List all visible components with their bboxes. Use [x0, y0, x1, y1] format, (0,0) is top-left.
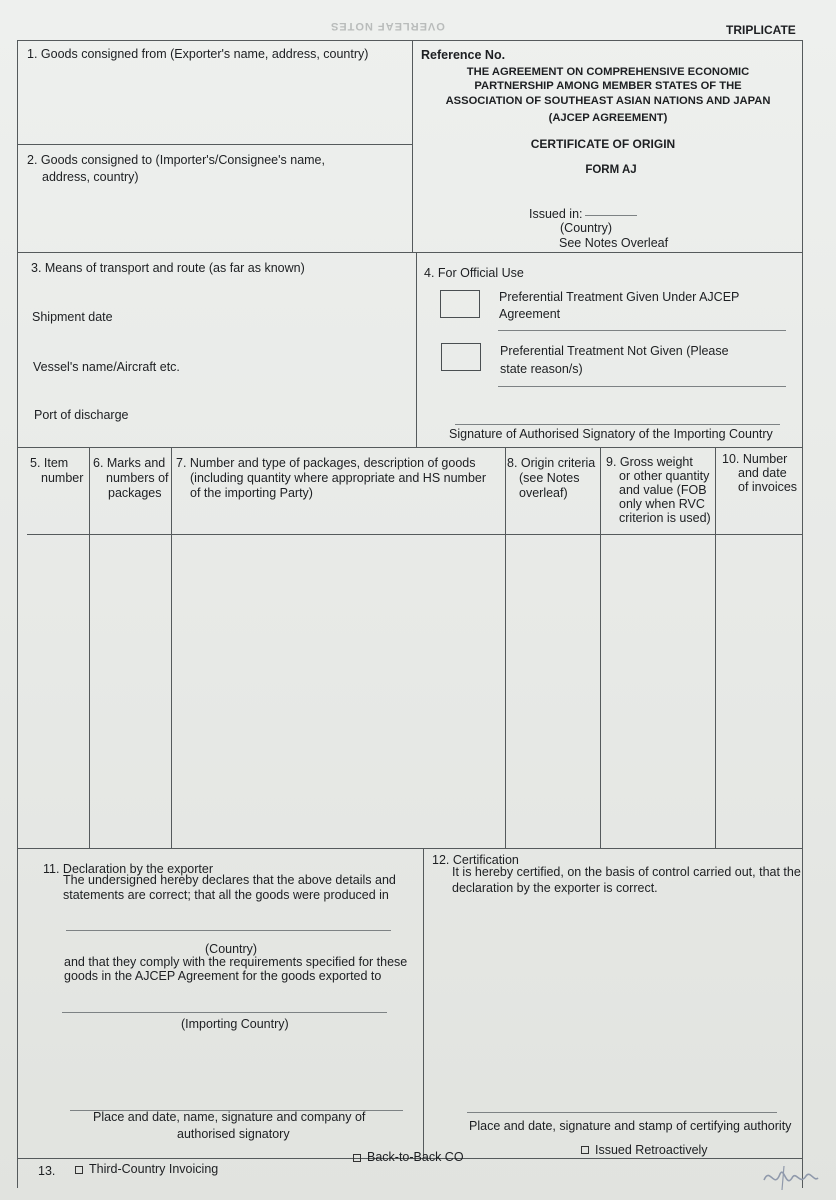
col5-line-2: number: [41, 471, 84, 485]
col-divider-5-6: [89, 447, 90, 848]
agreement-line-4: (AJCEP AGREEMENT): [548, 112, 668, 124]
see-notes-label: See Notes Overleaf: [559, 236, 669, 250]
col10-line-2: and date: [738, 466, 787, 480]
importing-signature-line: [455, 424, 780, 425]
third-country-checkbox[interactable]: [75, 1166, 83, 1174]
certifier-place-label: Place and date, signature and stamp of certifying authority: [469, 1119, 792, 1133]
box11-12-divider: [423, 848, 424, 1158]
column-header-bottom: [27, 534, 802, 535]
box12-label: 12. Certification: [432, 853, 519, 867]
certification-line-2: declaration by the exporter is correct.: [452, 881, 658, 895]
issued-country-label: (Country): [560, 221, 613, 235]
copy-label: TRIPLICATE: [726, 23, 796, 37]
treatment-given-checkbox[interactable]: [440, 290, 480, 318]
exporter-place-line-2: authorised signatory: [177, 1127, 290, 1141]
importing-country-label: (Importing Country): [181, 1017, 289, 1031]
col6-line-3: packages: [108, 486, 162, 500]
treatment-not-given-line-1: Preferential Treatment Not Given (Please: [500, 344, 729, 358]
reverse-side-text: OVERLEAF NOTES: [330, 20, 445, 32]
frame-top: [17, 40, 802, 41]
certification-line-1: It is hereby certified, on the basis of control carried out, that the: [452, 865, 801, 879]
handwritten-initials: [760, 1160, 820, 1200]
treatment-given-line-2: Agreement: [499, 307, 561, 321]
col9-line-1: 9. Gross weight: [606, 455, 693, 469]
comply-line-1: and that they comply with the requirements specified for these: [64, 955, 408, 969]
vessel-label: Vessel's name/Aircraft etc.: [33, 360, 180, 374]
treatment-not-given-line-2: state reason/s): [500, 362, 583, 376]
agreement-line-2: PARTNERSHIP AMONG MEMBER STATES OF THE: [474, 80, 742, 92]
treatment-not-given-checkbox[interactable]: [441, 343, 481, 371]
issued-retroactively-label: Issued Retroactively: [595, 1143, 708, 1157]
box1-bottom: [17, 144, 412, 145]
declaration-line-1: The undersigned hereby declares that the above details and: [63, 873, 396, 887]
col8-line-1: 8. Origin criteria: [507, 456, 596, 470]
frame-right: [802, 40, 803, 1188]
port-label: Port of discharge: [34, 408, 129, 422]
col9-line-5: criterion is used): [619, 511, 711, 525]
col-divider-9-10: [715, 447, 716, 848]
box3-bottom: [17, 447, 802, 448]
col8-line-3: overleaf): [519, 486, 568, 500]
option1-line: [498, 330, 786, 331]
certifier-signature-line: [467, 1112, 777, 1113]
col10-line-1: 10. Number: [722, 452, 788, 466]
col6-line-2: numbers of: [106, 471, 169, 485]
exporter-place-line-1: Place and date, name, signature and company of: [93, 1110, 366, 1124]
importing-country-line: [62, 1012, 387, 1013]
declaration-line-2: statements are correct; that all the goods were produced in: [63, 888, 389, 902]
col-divider-7-8: [505, 447, 506, 848]
produced-country-label: (Country): [205, 942, 258, 956]
box4-label: 4. For Official Use: [424, 266, 524, 280]
box3-label: 3. Means of transport and route (as far as known): [31, 261, 305, 275]
shipment-date-label: Shipment date: [32, 310, 113, 324]
upper-divider: [412, 40, 413, 252]
box2-bottom: [17, 252, 802, 253]
col5-line-1: 5. Item: [30, 456, 69, 470]
box11-label: 11. Declaration by the exporter: [43, 862, 214, 876]
issued-in-label: Issued in:: [529, 207, 583, 221]
col-divider-8-9: [600, 447, 601, 848]
col9-line-2: or other quantity: [619, 469, 710, 483]
columns-bottom: [17, 848, 802, 849]
importing-signature-label: Signature of Authorised Signatory of the Importing Country: [449, 427, 773, 441]
col7-line-2: (including quantity where appropriate and HS number: [190, 471, 487, 485]
col9-line-3: and value (FOB: [619, 483, 707, 497]
back-to-back-checkbox[interactable]: [353, 1154, 361, 1162]
reference-label: Reference No.: [421, 48, 506, 62]
country-line: [66, 930, 391, 931]
agreement-line-3: ASSOCIATION OF SOUTHEAST ASIAN NATIONS AND JAPAN: [445, 95, 771, 107]
box13-label: 13.: [38, 1164, 56, 1178]
col8-line-2: (see Notes: [519, 471, 580, 485]
col9-line-4: only when RVC: [619, 497, 705, 511]
box2-label-line-2: address, country): [42, 170, 139, 184]
frame-left: [17, 40, 18, 1188]
comply-line-2: goods in the AJCEP Agreement for the goods exported to: [64, 969, 382, 983]
col7-line-3: of the importing Party): [190, 486, 313, 500]
col10-line-3: of invoices: [738, 480, 798, 494]
col7-line-1: 7. Number and type of packages, description of goods: [176, 456, 476, 470]
box2-label-line-1: 2. Goods consigned to (Importer's/Consignee's name,: [27, 153, 325, 167]
issued-retroactively-checkbox[interactable]: [581, 1146, 589, 1154]
form-title: FORM AJ: [585, 164, 637, 176]
option2-line: [498, 386, 786, 387]
box1-label: 1. Goods consigned from (Exporter's name, address, country): [27, 47, 369, 61]
col6-line-1: 6. Marks and: [93, 456, 166, 470]
middle-divider: [416, 252, 417, 448]
issued-in-line: [585, 215, 637, 216]
third-country-label: Third-Country Invoicing: [89, 1162, 219, 1176]
agreement-line-1: THE AGREEMENT ON COMPREHENSIVE ECONOMIC: [466, 66, 750, 78]
certificate-title: CERTIFICATE OF ORIGIN: [530, 137, 676, 151]
back-to-back-label: Back-to-Back CO: [367, 1150, 464, 1164]
treatment-given-line-1: Preferential Treatment Given Under AJCEP: [499, 290, 740, 304]
col-divider-6-7: [171, 447, 172, 848]
handwritten-initials-icon: [760, 1160, 820, 1194]
